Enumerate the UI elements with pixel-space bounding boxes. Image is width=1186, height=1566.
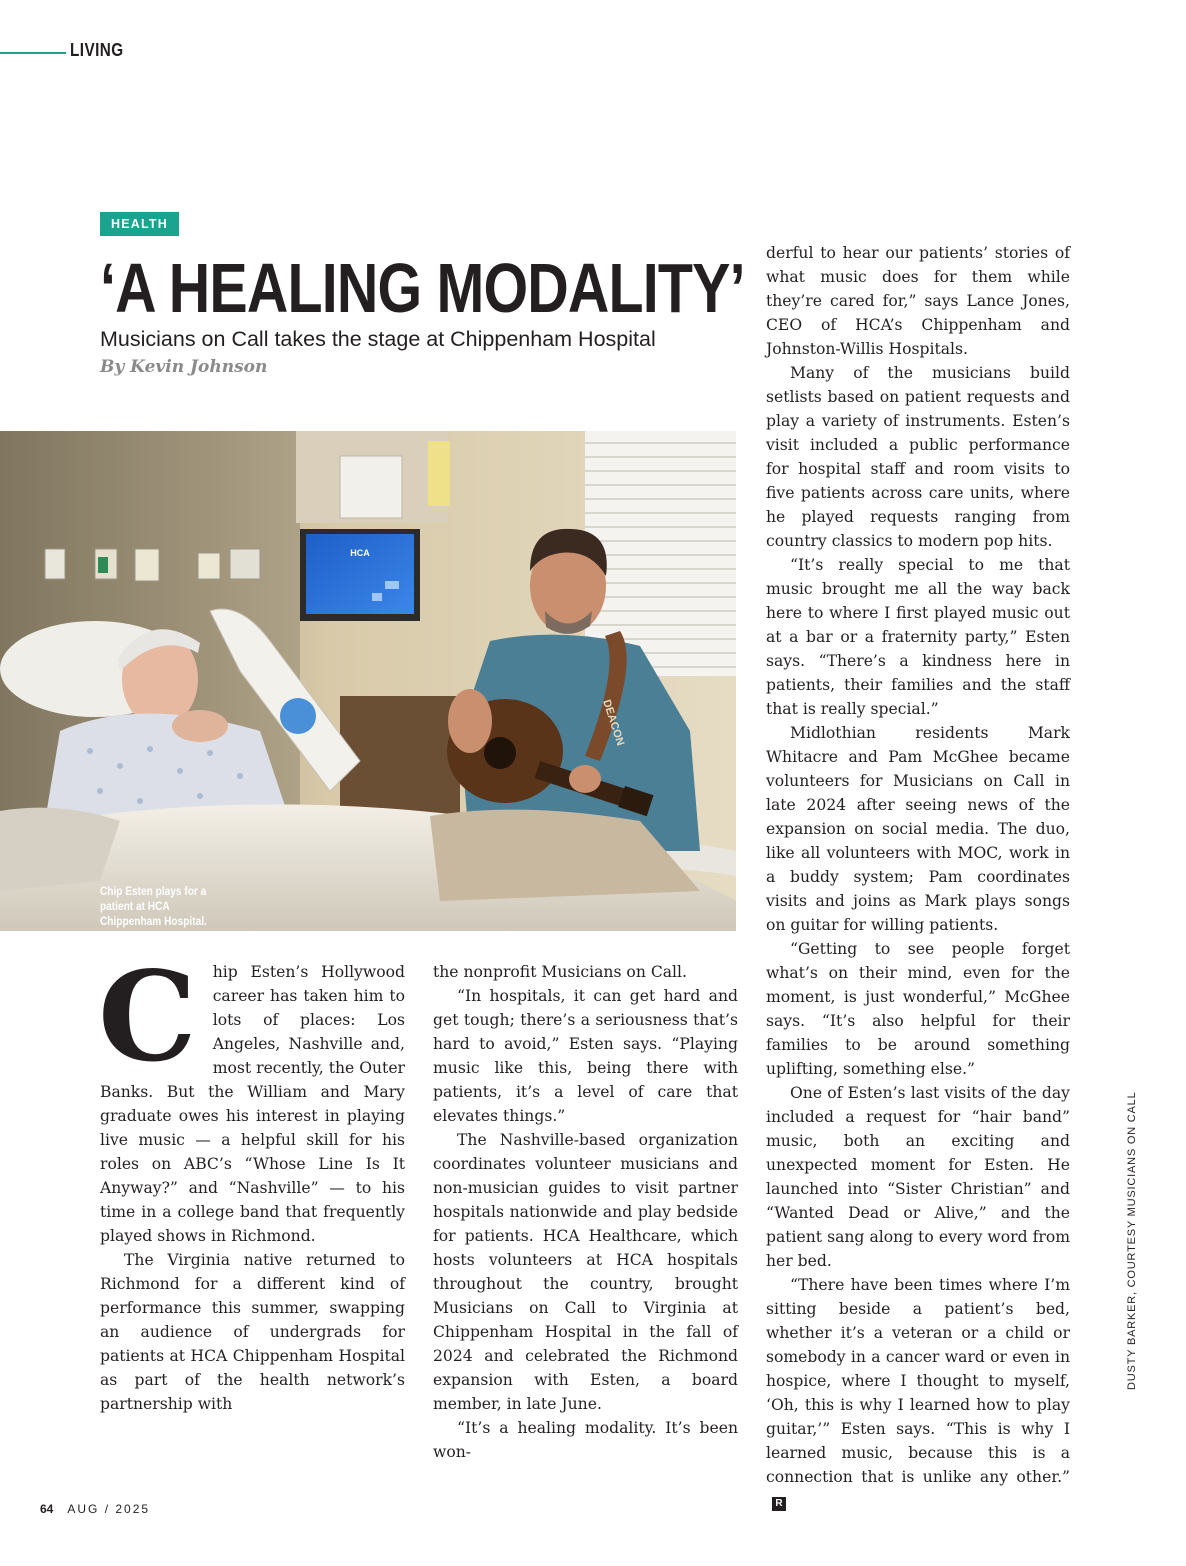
byline: By Kevin Johnson [100,357,268,377]
photo-credit: DUSTY BARKER, COURTESY MUSICIANS ON CALL [1126,1091,1138,1390]
paragraph: Many of the musicians build setlists based on patient requests and play a variety of instruments. Esten’s visit included a public performance for hospital staff and room visits to five patients across care units, where he played requests ranging from country classics to modern pop hits. [766,364,1070,550]
paragraph: “It’s a healing modality. It’s been won- [433,1419,738,1461]
section-label: LIVING [70,40,124,60]
paragraph: One of Esten’s last visits of the day included a request for “hair band” music, both an exciting and unexpected moment for Esten. He launched into “Sister Christian” and “Wanted Dead or Alive,” and the patient sang along to every word from her bed. [766,1084,1070,1270]
paragraph [766,1273,1070,1513]
photo-caption: Chip Esten plays for a patient at HCA Chippenham Hospital. [100,886,207,928]
guitar-strap-text: DEACON [600,698,627,748]
paragraph-text: “There have been times where I’m sitting beside a patient’s bed, whether it’s a veteran or a child or somebody in a cancer ward or even in hospice, where I thought to myself, ‘Oh, this is why I learned how to play guitar,’” Esten says. “This is why I learned music, because this is a connection that is unlike any other.” [766,1276,1070,1486]
issue-date: AUG / 2025 [67,1502,151,1516]
section-rule [0,52,66,54]
paragraph: derful to hear our patients’ stories of what music does for them while they’re cared for,” says Lance Jones, CEO of HCA’s Chippenham and Johnston-Willis Hospitals. [766,244,1070,358]
hospital-room-illustration [0,431,736,931]
body-column-2 [433,960,738,1464]
body-column-1 [98,945,405,1416]
monitor-logo: HCA [350,548,370,558]
paragraph: The Virginia native returned to Richmond for a different kind of performance this summer, swapping an audience of undergrads for patients at HCA Chippenham Hospital as part of the health network’s partnership with [100,1251,405,1413]
headline: ‘A HEALING MODALITY’ [100,249,745,327]
end-mark-icon: R [772,1497,786,1511]
paragraph: Midlothian residents Mark Whitacre and Pam McGhee became volunteers for Musicians on Call in late 2024 after seeing news of the expansion on social media. The duo, like all volunteers with MOC, work in a buddy system; Pam coordinates visits and joins as Mark plays songs on guitar for willing patients. [766,724,1070,934]
dek: Musicians on Call takes the stage at Chippenham Hospital [100,327,656,351]
paragraph: “It’s really special to me that music brought me all the way back here to where I first played music out at a bar or a fraternity party,” Esten says. “There’s a kindness here in patients, their families and the staff that is really special.” [766,556,1070,718]
folio [40,1502,150,1516]
paragraph [98,945,405,1248]
page-number: 64 [40,1502,54,1516]
paragraph-text: hip Esten’s Hollywood career has taken him to lots of places: Los Angeles, Nashville and, most recently, the Outer Banks. But the William and Mary graduate owes his interest in playing live music — a helpful skill for his roles on ABC’s “Whose Line Is It Anyway?” and “Nashville” — to his time in a college band that frequently played shows in Richmond. [100,963,405,1245]
drop-cap: C [98,945,197,1090]
category-tag: HEALTH [100,212,179,236]
hero-photo [0,431,736,931]
body-column-3 [766,241,1070,1513]
paragraph: The Nashville-based organization coordinates volunteer musicians and non-musician guides to visit partner hospitals nationwide and play bedside for patients. HCA Healthcare, which hosts volunteers at HCA hospitals throughout the country, brought Musicians on Call to Virginia at Chippenham Hospital in the fall of 2024 and celebrated the Richmond expansion with Esten, a board member, in late June. [433,1131,738,1413]
paragraph: the nonprofit Musicians on Call. [433,963,687,981]
paragraph: “Getting to see people forget what’s on their mind, even for the moment, is just wonderful,” McGhee says. “It’s also helpful for their families to be around something uplifting, something else.” [766,940,1070,1078]
paragraph: “In hospitals, it can get hard and get tough; there’s a seriousness that’s hard to avoid,” Esten says. “Playing music like this, being there with patients, it’s a level of care that elevates things.” [433,987,738,1125]
